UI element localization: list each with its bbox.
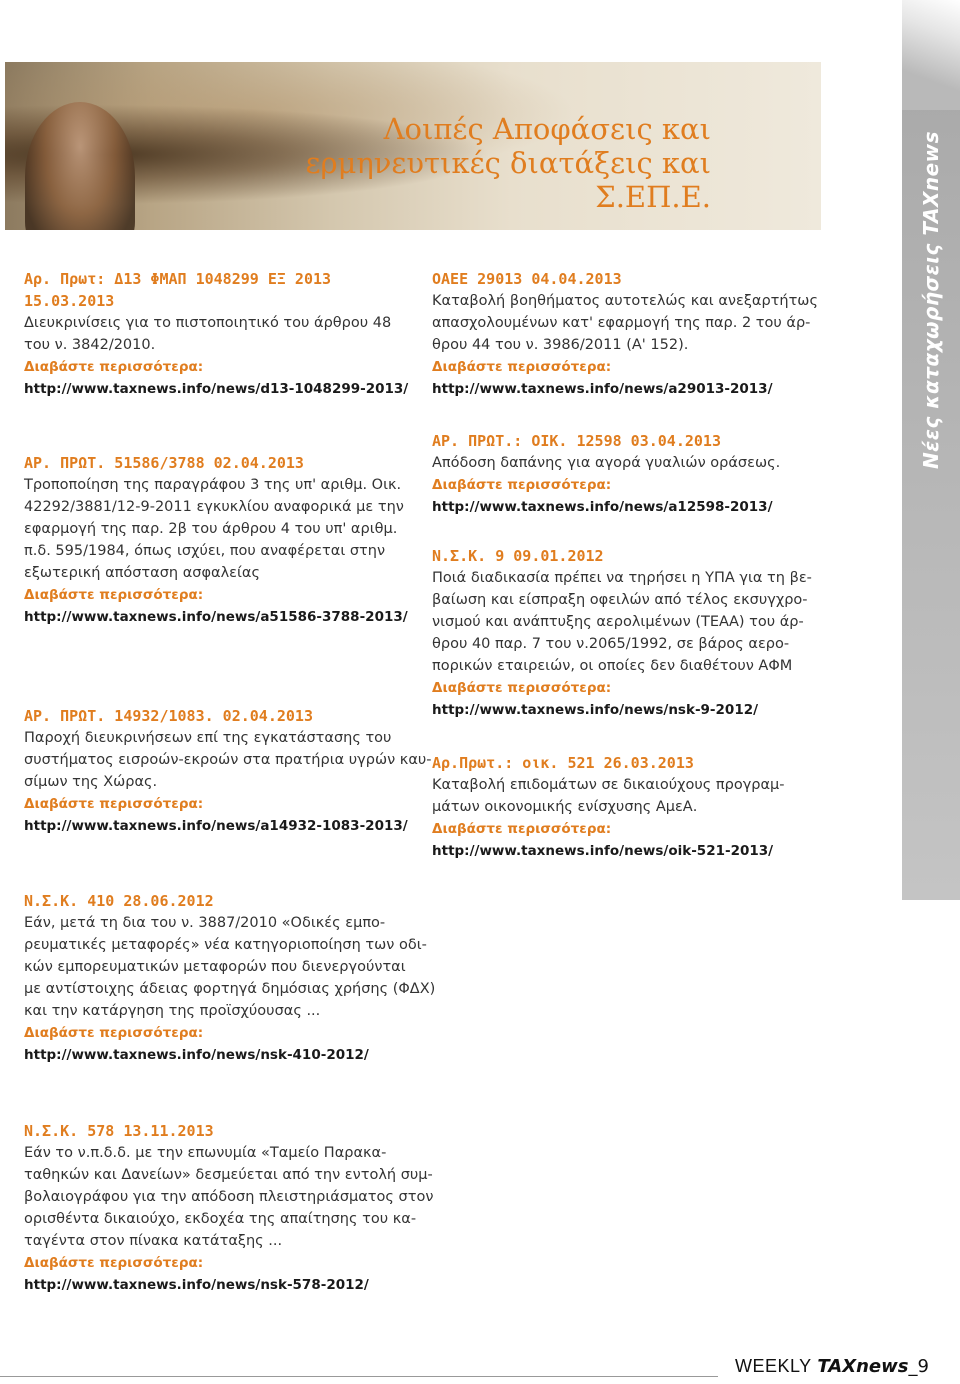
footer-rule bbox=[0, 1376, 718, 1377]
section-title-line-1: Λοιπές Αποφάσεις και bbox=[383, 112, 711, 146]
entry bbox=[432, 752, 785, 862]
entry-link[interactable]: http://www.taxnews.info/news/nsk-9-2012/ bbox=[432, 702, 759, 718]
section-title bbox=[191, 112, 711, 214]
side-label: Νέες καταχωρήσεις TAXnews bbox=[919, 130, 943, 470]
read-more-label: Διαβάστε περισσότερα: bbox=[24, 359, 204, 375]
entry-description-line: Καταβολή επιδομάτων σε δικαιούχους προγραμ- bbox=[432, 777, 785, 793]
entry-description-line: Καταβολή βοηθήματος αυτοτελώς και ανεξαρτήτως bbox=[432, 293, 818, 309]
footer-weekly: WEEKLY bbox=[735, 1356, 812, 1376]
entry-description-line: βολαιογράφου για την απόδοση πλειστηριάσματος στον bbox=[24, 1189, 434, 1205]
section-title-line-2: ερμηνευτικές διατάξεις και Σ.ΕΠ.Ε. bbox=[305, 146, 711, 214]
entry-heading: 15.03.2013 bbox=[24, 292, 115, 310]
entry-heading: Αρ.Πρωτ.: οικ. 521 26.03.2013 bbox=[432, 754, 694, 772]
entry-link[interactable]: http://www.taxnews.info/news/a29013-2013/ bbox=[432, 381, 773, 397]
header-banner bbox=[5, 62, 821, 230]
entry-heading: Ν.Σ.Κ. 9 09.01.2012 bbox=[432, 547, 604, 565]
read-more-label: Διαβάστε περισσότερα: bbox=[432, 359, 612, 375]
entry-description-line: νισμού και ανάπτυξης αερολιμένων (ΤΕΑΑ) του άρ- bbox=[432, 614, 804, 630]
entry-description-line: Εάν το ν.π.δ.δ. με την επωνυμία «Ταμείο Παρακα- bbox=[24, 1145, 387, 1161]
entry-description-line: Τροποποίηση της παραγράφου 3 της υπ' αριθμ. Οικ. bbox=[24, 477, 402, 493]
banner-photo-figure bbox=[25, 102, 135, 230]
read-more-label: Διαβάστε περισσότερα: bbox=[432, 680, 612, 696]
entry-link[interactable]: http://www.taxnews.info/news/oik-521-2013/ bbox=[432, 843, 774, 859]
entry-link[interactable]: http://www.taxnews.info/news/nsk-410-2012/ bbox=[24, 1047, 369, 1063]
entry-description-line: π.δ. 595/1984, όπως ισχύει, που αναφέρεται στην bbox=[24, 543, 386, 559]
entry-description-line: και την κατάργηση της προϊσχύουσας ... bbox=[24, 1003, 321, 1019]
entry-description-line: πορικών εταιρειών, οι οποίες δεν διαθέτουν ΑΦΜ bbox=[432, 658, 793, 674]
entry-description-line: Απόδοση δαπάνης για αγορά γυαλιών οράσεως. bbox=[432, 455, 781, 471]
entry-description-line: ταγέντα στον πίνακα κατάταξης ... bbox=[24, 1233, 283, 1249]
entry-heading: ΑΡ. ΠΡΩΤ.: ΟΙΚ. 12598 03.04.2013 bbox=[432, 432, 721, 450]
read-more-label: Διαβάστε περισσότερα: bbox=[24, 1025, 204, 1041]
side-strip-corner bbox=[902, 0, 960, 110]
footer-brand: TAXnews bbox=[817, 1356, 909, 1377]
entry-link[interactable]: http://www.taxnews.info/news/nsk-578-2012/ bbox=[24, 1277, 369, 1293]
entry-description-line: μάτων οικονομικής ενίσχυσης ΑμεΑ. bbox=[432, 799, 698, 815]
entry-link[interactable]: http://www.taxnews.info/news/d13-1048299-2013/ bbox=[24, 381, 409, 397]
entry-link[interactable]: http://www.taxnews.info/news/a51586-3788-2013/ bbox=[24, 609, 408, 625]
entry bbox=[24, 1120, 433, 1296]
entry bbox=[24, 705, 432, 837]
entry-description-line: ρευματικές μεταφορές» νέα κατηγοριοποίηση των οδι- bbox=[24, 937, 427, 953]
entry-description-line: εφαρμογή της παρ. 2β του άρθρου 4 του υπ' αριθμ. bbox=[24, 521, 398, 537]
read-more-label: Διαβάστε περισσότερα: bbox=[24, 1255, 204, 1271]
entry-heading: Αρ. Πρωτ: Δ13 ΦΜΑΠ 1048299 ΕΞ 2013 bbox=[24, 270, 332, 288]
entry-description-line: εξωτερική απόσταση ασφαλείας bbox=[24, 565, 260, 581]
read-more-label: Διαβάστε περισσότερα: bbox=[432, 477, 612, 493]
entry-description-line: Διευκρινίσεις για το πιστοποιητικό του άρθρου 48 bbox=[24, 315, 392, 331]
entry-description-line: θρου 40 παρ. 7 του ν.2065/1992, σε βάρος αερο- bbox=[432, 636, 790, 652]
entry bbox=[24, 268, 408, 400]
entry-link[interactable]: http://www.taxnews.info/news/a14932-1083-2013/ bbox=[24, 818, 408, 834]
entry-description-line: Ποιά διαδικασία πρέπει να τηρήσει η ΥΠΑ για τη βε- bbox=[432, 570, 812, 586]
read-more-label: Διαβάστε περισσότερα: bbox=[24, 587, 204, 603]
entry-heading: ΑΡ. ΠΡΩΤ. 14932/1083. 02.04.2013 bbox=[24, 707, 313, 725]
entry-description-line: κών εμπορευματικών μεταφορών που διενεργούνται bbox=[24, 959, 406, 975]
entry-description-line: συστήματος εισροών-εκροών στα πρατήρια υγρών καυ- bbox=[24, 752, 432, 768]
entry bbox=[432, 545, 812, 721]
entry-heading: Ν.Σ.Κ. 410 28.06.2012 bbox=[24, 892, 214, 910]
entry bbox=[432, 268, 818, 400]
entry-description-line: Εάν, μετά τη δια του ν. 3887/2010 «Οδικές εμπο- bbox=[24, 915, 386, 931]
entry-heading: Ν.Σ.Κ. 578 13.11.2013 bbox=[24, 1122, 214, 1140]
entry-link[interactable]: http://www.taxnews.info/news/a12598-2013/ bbox=[432, 499, 773, 515]
entry-description-line: του ν. 3842/2010. bbox=[24, 337, 156, 353]
entry-description-line: ταθηκών και Δανείων» δεσμεύεται από την εντολή συμ- bbox=[24, 1167, 433, 1183]
footer-page-number: _9 bbox=[908, 1356, 929, 1377]
entry-description-line: απασχολουμένων κατ' εφαρμογή της παρ. 2 του άρ- bbox=[432, 315, 811, 331]
entry-description-line: ορισθέντα δικαιούχο, εκδοχέα της απαίτησης του κα- bbox=[24, 1211, 417, 1227]
entry-description-line: βαίωση και είσπραξη οφειλών από τέλος εκσυγχρο- bbox=[432, 592, 808, 608]
entry-description-line: με αντίστοιχης άδειας φορτηγά δημόσιας χρήσης (ΦΔΧ) bbox=[24, 981, 436, 997]
entry bbox=[432, 430, 780, 518]
entry-description-line: 42292/3881/12-9-2011 εγκυκλίου αναφορικά με την bbox=[24, 499, 404, 515]
read-more-label: Διαβάστε περισσότερα: bbox=[24, 796, 204, 812]
read-more-label: Διαβάστε περισσότερα: bbox=[432, 821, 612, 837]
entry-heading: ΟΑΕΕ 29013 04.04.2013 bbox=[432, 270, 622, 288]
entry bbox=[24, 890, 435, 1066]
footer-page-mark bbox=[735, 1356, 929, 1377]
entry bbox=[24, 452, 408, 628]
entry-heading: ΑΡ. ΠΡΩΤ. 51586/3788 02.04.2013 bbox=[24, 454, 304, 472]
entry-description-line: σίμων της Χώρας. bbox=[24, 774, 158, 790]
entry-description-line: Παροχή διευκρινήσεων επί της εγκατάστασης του bbox=[24, 730, 392, 746]
entry-description-line: θρου 44 του ν. 3986/2011 (Α' 152). bbox=[432, 337, 689, 353]
